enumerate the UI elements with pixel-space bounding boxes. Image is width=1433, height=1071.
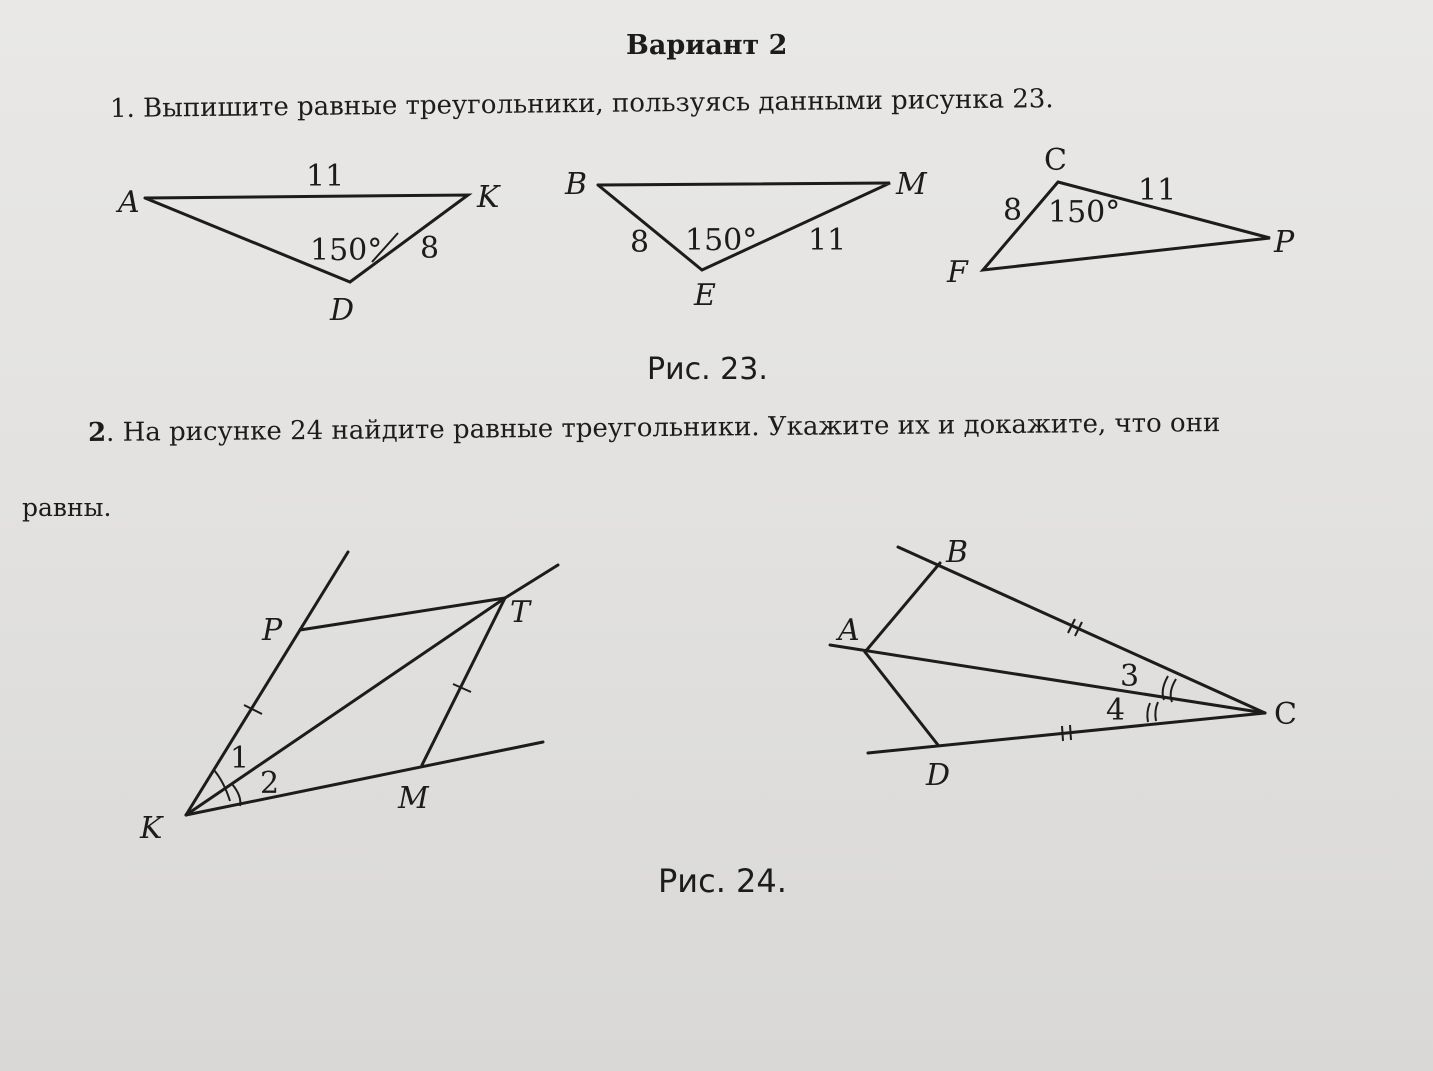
point-p: P — [262, 613, 283, 648]
vertex-d: D — [330, 293, 355, 328]
figure-bacd — [830, 535, 1297, 793]
side-cp-label: 11 — [1138, 173, 1177, 208]
angle-e-label: 150° — [685, 223, 758, 258]
vertex-b: B — [565, 167, 588, 202]
triangle-bme — [564, 167, 928, 313]
angle-4-arc-2 — [1155, 702, 1158, 721]
vertex-c: C — [1044, 143, 1067, 178]
task-2-number: 2 — [87, 417, 107, 448]
point-d: D — [926, 758, 951, 793]
vertex-a: A — [118, 185, 140, 220]
tick-dc-2 — [1070, 725, 1071, 740]
vertex-p: P — [1274, 225, 1295, 260]
line-mt — [422, 598, 505, 765]
angle-1-label: 1 — [230, 741, 250, 776]
side-ak-label: 11 — [306, 159, 345, 194]
figure-24-caption: Рис. 24. — [658, 862, 787, 900]
point-k: K — [140, 811, 163, 846]
triangle-cpf-outline — [983, 182, 1270, 270]
task-2-text-continuation: равны. — [22, 493, 112, 522]
vertex-m: M — [896, 167, 927, 202]
angle-4-arc-1 — [1147, 703, 1150, 722]
point-m: M — [398, 781, 429, 816]
side-dk-label: 8 — [420, 231, 440, 266]
angle-3-label: 3 — [1120, 659, 1140, 694]
angle-2-label: 2 — [260, 766, 280, 801]
point-c: C — [1274, 697, 1297, 732]
point-t: T — [510, 595, 531, 630]
angle-d-label: 150° — [310, 233, 383, 268]
figure-23-caption: Рис. 23. — [647, 352, 768, 387]
side-be-label: 8 — [630, 225, 650, 260]
task-2-text-main: . На рисунке 24 найдите равные треугольники. Укажите их и докажите, что они — [105, 408, 1221, 448]
triangle-cpf — [946, 143, 1295, 290]
line-ab — [865, 563, 940, 652]
line-pt — [300, 598, 505, 630]
vertex-k: K — [477, 180, 500, 215]
task-1-text: 1. Выпишите равные треугольники, пользуясь данными рисунка 23. — [109, 84, 1054, 124]
tick-dc-1 — [1062, 726, 1063, 741]
angle-4-label: 4 — [1106, 693, 1126, 728]
line-ad — [865, 652, 938, 745]
point-b: B — [946, 535, 969, 570]
triangle-akd — [115, 159, 501, 328]
angle-c-label: 150° — [1048, 195, 1121, 230]
side-em-label: 11 — [808, 223, 847, 258]
line-t-ext — [505, 565, 558, 598]
side-fc-label: 8 — [1003, 193, 1023, 228]
vertex-f: F — [947, 255, 968, 290]
figure-pktm — [139, 552, 558, 846]
variant-heading: Вариант 2 — [626, 30, 788, 61]
line-bc — [898, 547, 1265, 713]
vertex-e: E — [694, 278, 716, 313]
line-ac — [830, 645, 1265, 713]
point-a: A — [838, 613, 860, 648]
